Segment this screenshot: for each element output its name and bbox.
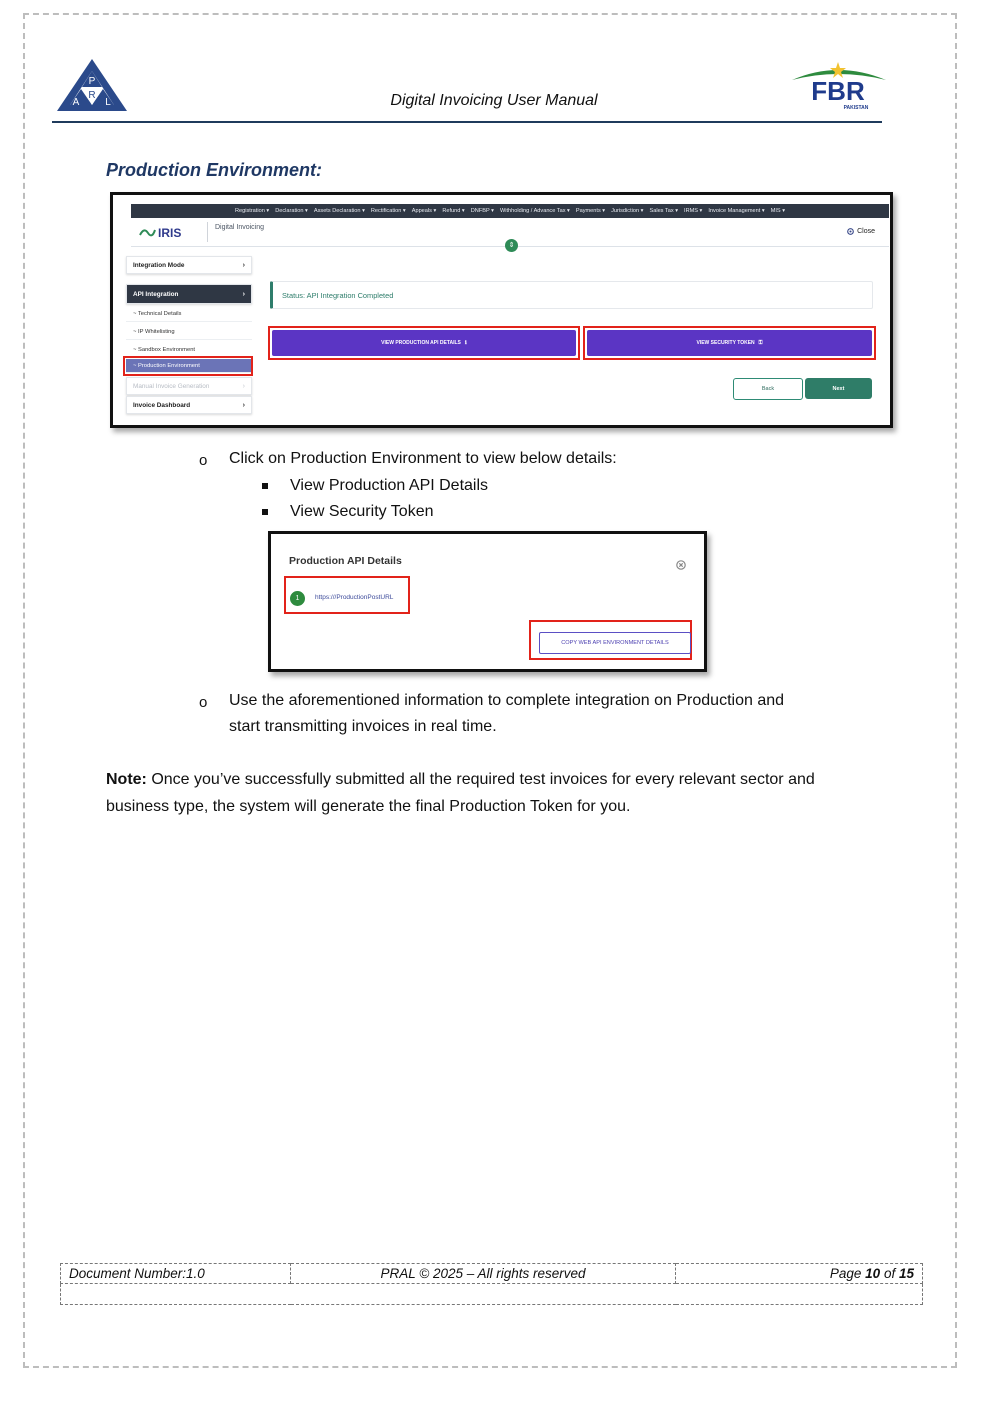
close-button[interactable] [847,228,875,235]
nav-item[interactable]: Sales Tax ▾ [649,208,679,214]
pral-logo-letter-l: L [105,97,111,108]
sidebar-item-integration-mode[interactable] [126,256,252,274]
instruction-sub-2: View Security Token [290,503,434,520]
status-message: Status: API Integration Completed [270,281,873,309]
note-text-1: Once you’ve successfully submitted all the required test invoices for every relevant sector and [146,771,815,788]
dialog-close-icon[interactable] [676,560,686,570]
chevron-right-icon: › [242,382,245,390]
footer-table [60,1263,923,1305]
note-paragraph-line-2: business type, the system will generate the final Production Token for you. [106,798,631,815]
dialog-title: Production API Details [289,555,402,567]
list-bullet: o [199,452,208,469]
nav-item[interactable]: Refund ▾ [442,208,465,214]
chevron-right-icon: › [242,401,245,409]
copy-web-api-environment-details-button[interactable]: COPY WEB API ENVIRONMENT DETAILS [539,632,691,654]
chevron-right-icon: › [242,261,245,269]
nav-item[interactable]: Registration ▾ [234,208,270,214]
sidebar-item-api-integration[interactable] [126,284,252,304]
sidebar-subitem-production-environment[interactable]: ~ Production Environment [126,359,252,373]
fbr-logo-text: FBR [811,76,865,106]
pral-logo-letter-r: R [88,90,96,101]
nav-item[interactable]: Payments ▾ [575,208,606,214]
footer-page-number: Page 10 of 15 [676,1264,923,1284]
sidebar-item-label: Integration Mode [133,261,185,269]
back-button[interactable]: Back [733,378,803,400]
note-label: Note: [106,771,147,788]
info-icon: ℹ [464,340,467,346]
sidebar-item-label: Invoice Dashboard [133,401,191,409]
nav-item[interactable]: Jurisdiction ▾ [611,208,644,214]
close-circle-icon [847,228,854,235]
production-post-url[interactable]: https:///ProductionPostURL [315,594,394,601]
sidebar-subitem-ip-whitelisting[interactable]: ~ IP Whitelisting [126,324,252,340]
button-label: VIEW SECURITY TOKEN [696,340,755,346]
screenshot-production-environment [110,192,893,428]
next-button[interactable]: Next [805,378,872,399]
note-paragraph-line-1 [106,767,815,793]
iris-logo [139,224,197,240]
instruction-step-2-line-1: Use the aforementioned information to complete integration on Production and [229,692,785,709]
instruction-step-2-line-2: start transmitting invoices in real time. [229,718,497,735]
pral-logo-letter-a: A [72,97,80,108]
nav-item[interactable]: Withholding / Advance Tax ▾ [499,208,570,214]
instruction-sub-1: View Production API Details [290,477,489,494]
document-header-title: Digital Invoicing User Manual [390,92,598,109]
app-title: Digital Invoicing [215,224,265,231]
highlight-production-environment [123,356,253,376]
close-label: Close [857,228,875,235]
collapse-toggle-icon[interactable]: ⇕ [505,239,518,252]
header-separator [207,222,208,242]
sidebar-item-label: Manual Invoice Generation [133,382,210,390]
sidebar-item-manual-invoice-generation [126,377,252,395]
header-divider [52,121,882,123]
footer-empty-row [61,1284,923,1305]
nav-item[interactable]: IRMS ▾ [684,208,703,214]
nav-item[interactable]: MIS ▾ [770,208,786,214]
view-production-api-details-button[interactable] [272,330,576,356]
nav-item[interactable]: Rectification ▾ [370,208,406,214]
screenshot-production-api-details [268,531,707,672]
chevron-right-icon: › [242,290,245,298]
instruction-step-1: Click on Production Environment to view below details: [229,450,617,467]
fbr-logo-subtext: PAKISTAN [843,105,869,111]
sidebar-subitem-technical-details[interactable]: ~ Technical Details [126,306,252,322]
button-label: VIEW PRODUCTION API DETAILS [381,340,461,346]
top-navigation [131,204,889,218]
pral-logo-letter-p: P [88,76,96,87]
iris-logo-text: IRIS [158,226,182,240]
square-bullet [262,483,268,489]
nav-item[interactable]: Invoice Management ▾ [708,208,765,214]
nav-item[interactable]: Appeals ▾ [411,208,437,214]
nav-item[interactable]: Declaration ▾ [275,208,308,214]
list-bullet: o [199,694,208,711]
nav-item[interactable]: Assets Declaration ▾ [313,208,365,214]
step-number-badge: 1 [290,591,305,606]
sidebar-subitem-sandbox-environment[interactable]: ~ Sandbox Environment [126,342,252,358]
key-icon: ⚿ [758,340,763,346]
footer-document-number: Document Number:1.0 [61,1264,291,1284]
sidebar-item-label: API Integration [133,290,179,298]
section-title: Production Environment: [106,160,322,180]
view-security-token-button[interactable] [587,330,872,356]
nav-item[interactable]: DNFBP ▾ [470,208,494,214]
footer-copyright: PRAL © 2025 – All rights reserved [291,1264,676,1284]
sidebar-item-invoice-dashboard[interactable] [126,396,252,414]
square-bullet [262,509,268,515]
sidebar [126,256,256,426]
